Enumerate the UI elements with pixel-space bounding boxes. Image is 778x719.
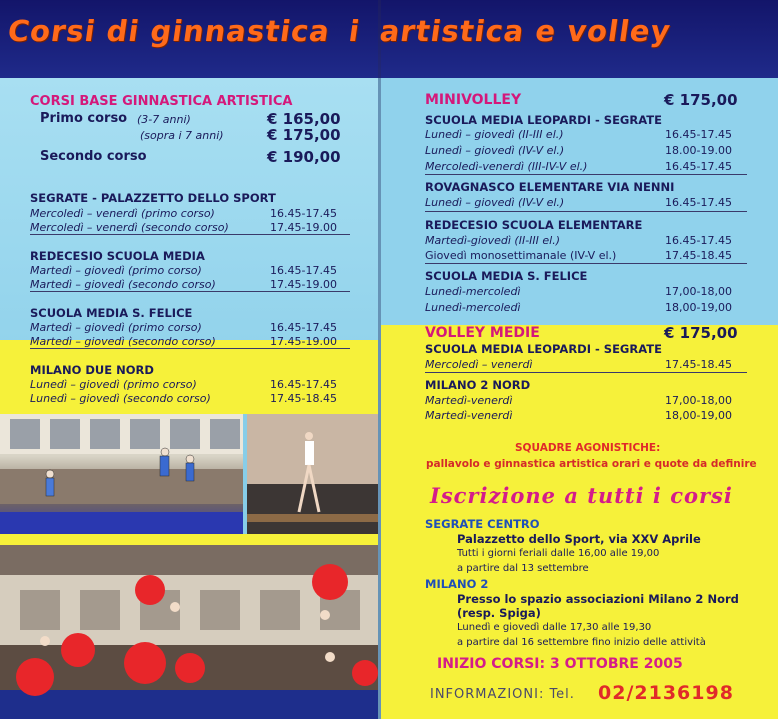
venue-title: ROVAGNASCO ELEMENTARE VIA NENNI [425, 180, 675, 194]
schedule-day: Martedì-venerdì [425, 394, 513, 407]
schedule-day: Martedì-giovedì (II-III el.) [425, 234, 561, 247]
second-course-label: Secondo corso [40, 149, 147, 164]
over7-age: (sopra i 7 anni) [140, 129, 224, 142]
schedule-time: 17,00-18,00 [665, 285, 732, 298]
minivolley-title: MINIVOLLEY [425, 92, 522, 108]
start-date-banner: INIZIO CORSI: 3 OTTOBRE 2005 [437, 656, 683, 672]
segrate-centro-title: SEGRATE CENTRO [425, 517, 540, 531]
divider [425, 372, 747, 373]
divider [30, 234, 350, 235]
ball-routine-illustration [0, 545, 378, 719]
volley-medie-title: VOLLEY MEDIE [425, 325, 540, 341]
header-title-right: artistica e volley [377, 14, 674, 48]
schedule-day: Lunedì – giovedì (IV-V el.) [425, 196, 565, 209]
divider [30, 348, 350, 349]
schedule-day: Lunedì – giovedì (IV-V el.) [425, 144, 565, 157]
info-phone: 02/2136198 [598, 682, 734, 704]
venue-title: SCUOLA MEDIA LEOPARDI - SEGRATE [425, 342, 662, 356]
gymnastics-photo-illustration [0, 414, 243, 534]
schedule-time: 16.45-17.45 [665, 128, 732, 141]
first-course-label: Primo corso [40, 111, 128, 126]
info-label: INFORMAZIONI: Tel. [430, 687, 575, 702]
schedule-day: Martedì – giovedì (primo corso) [30, 264, 202, 277]
divider [425, 263, 747, 264]
schedule-day: Martedì – giovedì (primo corso) [30, 321, 202, 334]
divider [425, 174, 747, 175]
header-band [0, 0, 778, 78]
first-course-age: (3-7 anni) [137, 113, 191, 126]
schedule-day: Martedì – giovedì (secondo corso) [30, 278, 216, 291]
schedule-day: Mercoledì-venerdì (III-IV-V el.) [425, 160, 588, 173]
schedule-day: Lunedì – giovedì (primo corso) [30, 378, 197, 391]
venue-title: SCUOLA MEDIA S. FELICE [425, 269, 588, 283]
balance-beam-illustration [247, 414, 378, 534]
schedule-time: 16.45-17.45 [665, 196, 732, 209]
over7-price: € 175,00 [267, 126, 341, 144]
segrate-hours: Tutti i giorni feriali dalle 16,00 alle 19,00 [457, 548, 660, 559]
schedule-time: 16.45-17.45 [270, 321, 337, 334]
schedule-time: 17,00-18,00 [665, 394, 732, 407]
venue-title: SEGRATE - PALAZZETTO DELLO SPORT [30, 191, 276, 205]
schedule-time: 17.45-18.45 [270, 392, 337, 405]
milano2-contact: (resp. Spiga) [457, 606, 541, 620]
schedule-day: Mercoledì – venerdì (secondo corso) [30, 221, 229, 234]
ball-routine-photo [0, 545, 378, 719]
schedule-time: 16.45-17.45 [270, 207, 337, 220]
agonistic-teams-title: SQUADRE AGONISTICHE: [515, 442, 661, 454]
schedule-day: Martedì – giovedì (secondo corso) [30, 335, 216, 348]
venue-title: MILANO DUE NORD [30, 363, 154, 377]
schedule-time: 16.45-17.45 [665, 160, 732, 173]
schedule-day: Lunedì-mercoledì [425, 285, 521, 298]
venue-title: SCUOLA MEDIA LEOPARDI - SEGRATE [425, 113, 662, 127]
venue-title: SCUOLA MEDIA S. FELICE [30, 306, 193, 320]
milano2-title: MILANO 2 [425, 577, 489, 591]
header-title-left: Corsi di ginnastica [5, 14, 333, 48]
venue-title: REDECESIO SCUOLA MEDIA [30, 249, 205, 263]
page-fold [378, 0, 381, 719]
schedule-day: Martedì-venerdì [425, 409, 513, 422]
schedule-time: 18,00-19,00 [665, 409, 732, 422]
divider [425, 211, 747, 212]
schedule-time: 16.45-17.45 [270, 264, 337, 277]
schedule-day: Lunedì – giovedì (II-III el.) [425, 128, 564, 141]
volley-medie-price: € 175,00 [664, 324, 738, 342]
schedule-time: 18.00-19.00 [665, 144, 732, 157]
header-fold-glyph: i [346, 14, 363, 48]
balance-beam-photo [247, 414, 378, 534]
segrate-start: a partire dal 13 settembre [457, 563, 589, 574]
second-course-price: € 190,00 [267, 148, 341, 166]
venue-title: MILANO 2 NORD [425, 378, 531, 392]
schedule-day: Lunedì – giovedì (secondo corso) [30, 392, 211, 405]
milano2-place: Presso lo spazio associazioni Milano 2 Nord [457, 592, 739, 606]
first-course-price: € 165,00 [267, 110, 341, 128]
registration-heading: Iscrizione a tutti i corsi [430, 483, 733, 508]
schedule-day: Giovedì monosettimanale (IV-V el.) [425, 249, 617, 262]
venue-title: REDECESIO SCUOLA ELEMENTARE [425, 218, 643, 232]
schedule-time: 18,00-19,00 [665, 301, 732, 314]
schedule-time: 17.45-18.45 [665, 358, 732, 371]
schedule-time: 16.45-17.45 [270, 378, 337, 391]
milano2-hours: Lunedì e giovedì dalle 17,30 alle 19,30 [457, 622, 652, 633]
schedule-day: Lunedì-mercoledì [425, 301, 521, 314]
agonistic-teams-text: pallavolo e ginnastica artistica orari e quote da definire [426, 458, 757, 470]
schedule-day: Mercoledì – venerdì (primo corso) [30, 207, 215, 220]
schedule-time: 17.45-19.00 [270, 278, 337, 291]
schedule-day: Mercoledì – venerdì [425, 358, 533, 371]
schedule-time: 17.45-19.00 [270, 221, 337, 234]
milano2-start: a partire dal 16 settembre fino inizio delle attività [457, 637, 706, 648]
schedule-time: 16.45-17.45 [665, 234, 732, 247]
base-course-title: CORSI BASE GINNASTICA ARTISTICA [30, 94, 293, 109]
minivolley-price: € 175,00 [664, 91, 738, 109]
segrate-place: Palazzetto dello Sport, via XXV Aprile [457, 532, 701, 546]
yellow-strip [0, 534, 378, 545]
gymnastics-photo [0, 414, 243, 534]
schedule-time: 17.45-19.00 [270, 335, 337, 348]
schedule-time: 17.45-18.45 [665, 249, 732, 262]
divider [30, 291, 350, 292]
